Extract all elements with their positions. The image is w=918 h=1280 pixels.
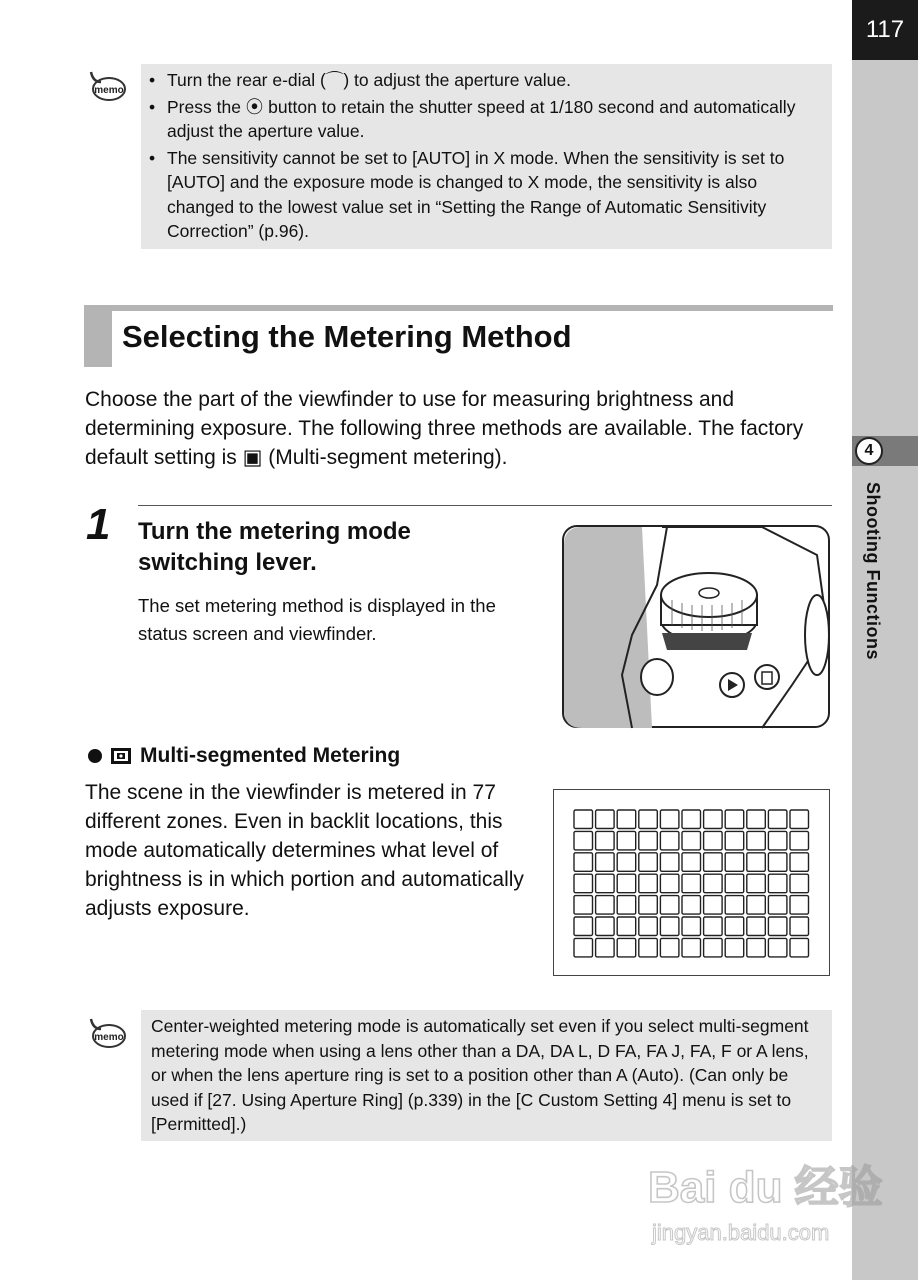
- multi-segment-metering-icon: [110, 747, 132, 765]
- metering-zone: [768, 896, 787, 915]
- metering-zone: [596, 810, 615, 829]
- metering-zone: [617, 810, 636, 829]
- metering-zone: [660, 874, 679, 893]
- metering-zone: [704, 917, 723, 936]
- metering-zone: [682, 896, 701, 915]
- metering-zone: [574, 810, 593, 829]
- metering-zone: [660, 938, 679, 957]
- metering-zone: [768, 874, 787, 893]
- metering-zone: [704, 938, 723, 957]
- metering-zone: [617, 853, 636, 872]
- subsection-title: Multi-segmented Metering: [140, 744, 401, 767]
- metering-zone: [682, 874, 701, 893]
- metering-zone: [574, 831, 593, 850]
- metering-zone: [790, 938, 809, 957]
- metering-zone: [725, 853, 744, 872]
- metering-zone: [704, 810, 723, 829]
- metering-zone: [747, 853, 766, 872]
- metering-zone: [682, 810, 701, 829]
- memo-item: • Turn the rear e-dial (⌒) to adjust the aperture value.: [141, 68, 822, 93]
- baidu-watermark: [648, 1140, 883, 1250]
- metering-zone: [639, 874, 658, 893]
- metering-zone: [596, 938, 615, 957]
- metering-zone: [682, 853, 701, 872]
- metering-zone: [768, 853, 787, 872]
- metering-zone: [768, 810, 787, 829]
- section-title: Selecting the Metering Method: [122, 319, 572, 354]
- metering-zone: [768, 917, 787, 936]
- step-divider: [138, 505, 832, 506]
- metering-zone: [596, 831, 615, 850]
- metering-zone: [617, 896, 636, 915]
- metering-zone: [596, 853, 615, 872]
- metering-zone: [790, 853, 809, 872]
- metering-zone: [790, 917, 809, 936]
- metering-zone: [682, 831, 701, 850]
- metering-zone: [790, 831, 809, 850]
- metering-zone: [768, 938, 787, 957]
- metering-zone: [639, 853, 658, 872]
- svg-text:memo: memo: [94, 85, 124, 96]
- step-number: 1: [86, 500, 111, 549]
- memo-box-bottom: [141, 1010, 832, 1141]
- metering-zone: [574, 874, 593, 893]
- metering-zone: [725, 917, 744, 936]
- metering-zone: [704, 853, 723, 872]
- metering-zone: [747, 917, 766, 936]
- metering-zone: [790, 810, 809, 829]
- metering-zone: [574, 853, 593, 872]
- metering-zone: [790, 874, 809, 893]
- metering-zone: [596, 917, 615, 936]
- svg-text:memo: memo: [94, 1032, 124, 1043]
- page-number: 117: [852, 0, 918, 60]
- metering-zone: [639, 810, 658, 829]
- metering-zone: [660, 810, 679, 829]
- metering-zone: [682, 938, 701, 957]
- metering-zone: [725, 831, 744, 850]
- chapter-number: 4: [855, 437, 883, 465]
- memo-box-top: [141, 64, 832, 249]
- bullet-icon: [88, 749, 102, 763]
- metering-zone: [768, 831, 787, 850]
- metering-zone: [790, 896, 809, 915]
- memo-icon: [87, 1015, 127, 1051]
- metering-zone: [617, 831, 636, 850]
- metering-zone: [725, 896, 744, 915]
- memo-item: • Press the ⦿ button to retain the shutter speed at 1/180 second and automatically adjust the aperture value.: [141, 95, 822, 144]
- metering-zone: [574, 938, 593, 957]
- metering-zone: [639, 938, 658, 957]
- metering-zone: [617, 917, 636, 936]
- metering-zone: [639, 831, 658, 850]
- metering-zone: [639, 896, 658, 915]
- memo-item: • The sensitivity cannot be set to [AUTO] in X mode. When the sensitivity is set to [AUTO] and the exposure mode is changed to X mode, the sensitivity is also changed to the lowest value set in “Setting the Range of Automatic Sensitivity Correction” (p.96).: [141, 146, 822, 244]
- section-intro: Choose the part of the viewfinder to use for measuring brightness and determining exposure. The following three methods are available. The factory default setting is ▣ (Multi-segment metering).: [85, 388, 804, 469]
- metering-zone: [596, 896, 615, 915]
- step-description: The set metering method is displayed in the status screen and viewfinder.: [138, 595, 496, 644]
- metering-zone: [660, 831, 679, 850]
- metering-zones-grid: [554, 790, 829, 975]
- subsection-heading: [88, 744, 400, 768]
- memo-text: Center-weighted metering mode is automatically set even if you select multi-segment metering mode when using a lens other than a DA, DA L, D FA, FA J, FA, F or A lens, or when the lens aperture ring is set to a position other than A (Auto). (Can only be used if [27. Using Aperture Ring] (p.339) in the [C Custom Setting 4] menu is set to [Permitted].): [151, 1016, 809, 1134]
- step-title: Turn the metering mode switching lever.: [138, 518, 411, 576]
- metering-zone: [660, 917, 679, 936]
- metering-zone: [747, 938, 766, 957]
- metering-zone: [596, 874, 615, 893]
- metering-zone: [704, 896, 723, 915]
- metering-zone: [725, 874, 744, 893]
- metering-zone: [747, 874, 766, 893]
- metering-zone: [704, 874, 723, 893]
- metering-zone: [747, 896, 766, 915]
- memo-icon: [87, 68, 127, 104]
- metering-zone: [747, 810, 766, 829]
- metering-zone: [639, 917, 658, 936]
- chapter-title: Shooting Functions: [863, 482, 883, 660]
- metering-zone: [747, 831, 766, 850]
- metering-zone: [682, 917, 701, 936]
- metering-zones-diagram: [553, 789, 830, 976]
- section-heading: [84, 305, 833, 367]
- watermark-brand: Bai du 经验: [648, 1163, 883, 1212]
- metering-zone: [617, 938, 636, 957]
- watermark-url: jingyan.baidu.com: [652, 1220, 830, 1245]
- metering-zone: [617, 874, 636, 893]
- metering-zone: [725, 938, 744, 957]
- metering-zone: [574, 917, 593, 936]
- metering-zone: [704, 831, 723, 850]
- metering-zone: [660, 853, 679, 872]
- camera-lever-illustration: [562, 525, 830, 728]
- metering-zone: [725, 810, 744, 829]
- metering-zone: [574, 896, 593, 915]
- metering-zone: [660, 896, 679, 915]
- subsection-body: The scene in the viewfinder is metered in 77 different zones. Even in backlit locations, this mode automatically determines what level of brightness is in which portion and automatically adjusts exposure.: [85, 781, 524, 920]
